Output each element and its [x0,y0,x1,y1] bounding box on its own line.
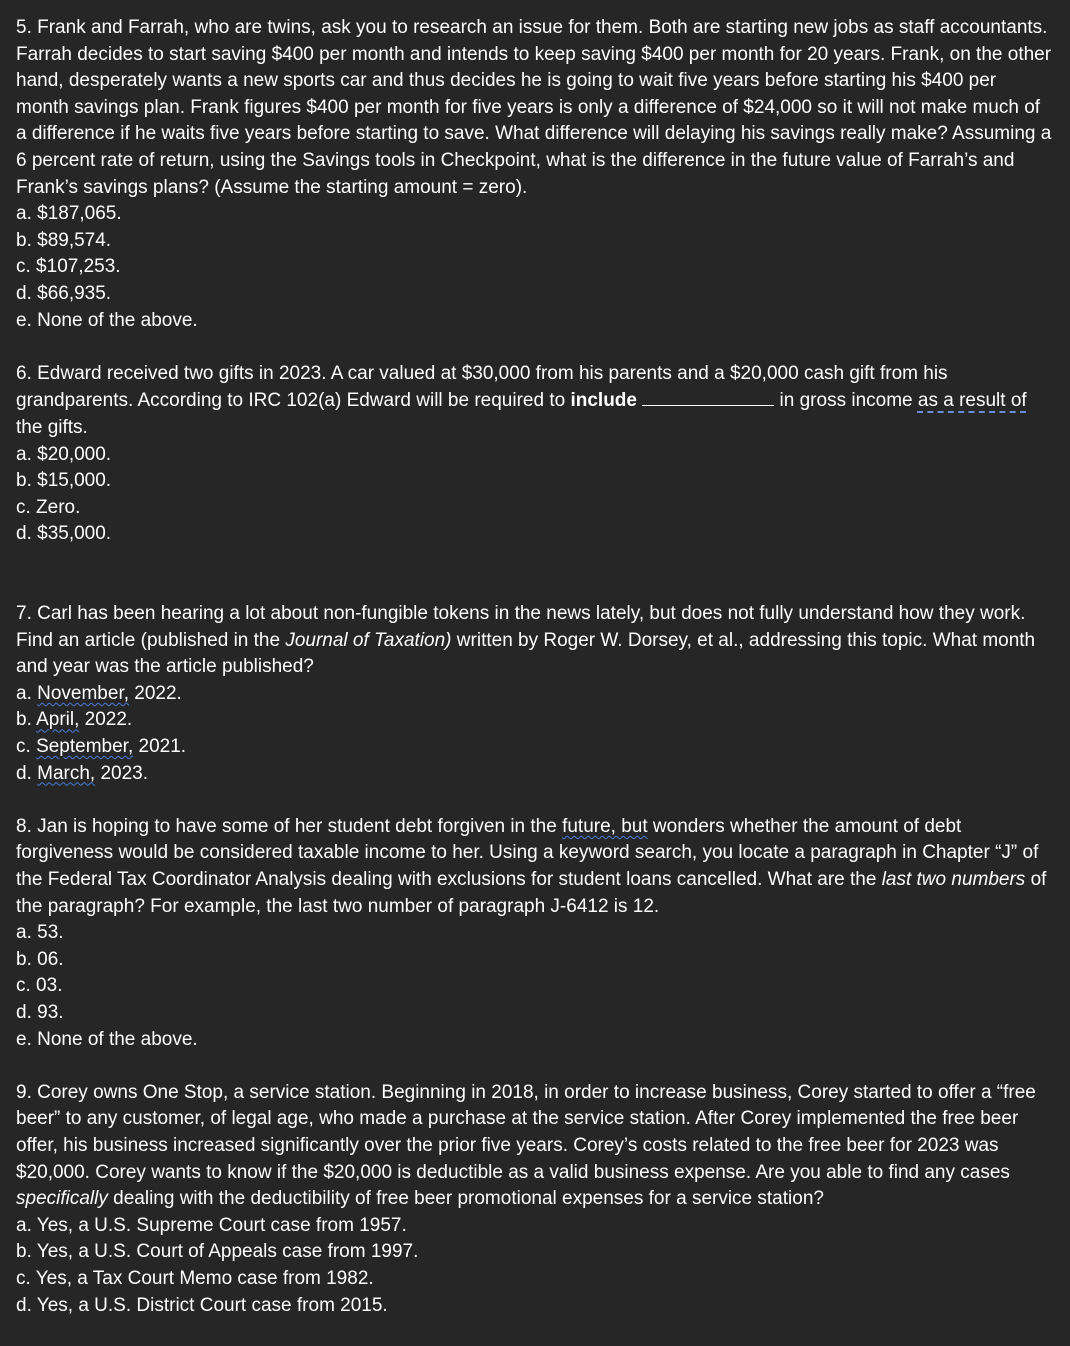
spacer [16,787,1054,814]
question-8-stem [16,814,1054,920]
question-5 [16,15,1054,334]
question-6-option-d: d. $35,000. [16,523,112,545]
answer-blank [642,387,774,406]
question-9 [16,1080,1054,1319]
question-9-option-b: b. Yes, a U.S. Court of Appeals case from 1997. [16,1241,419,1263]
question-8-stem-text-1: 8. Jan is hoping to have some of her student debt forgiven in the [16,815,563,837]
question-7 [16,601,1054,787]
question-8-options [16,920,1054,1053]
question-6-options [16,442,1054,548]
question-5-option-a: a. $187,065. [16,203,122,225]
question-5-options [16,201,1054,334]
question-8-stem-text-2: wonders whether the amount of debt forgiveness would be considered taxable income to her. Using a keyword search, you locate a paragraph in Chapter “J” of the Federal Tax Coordinator Analysis dealing with exclusions for student loans cancelled. What are the [16,815,1039,890]
question-6-stem-text-3: the gifts. [16,416,88,438]
question-9-stem-text-2: dealing with the deductibility of free beer promotional expenses for a service station? [107,1188,824,1210]
option-prefix: a. [16,682,38,704]
question-6-stem [16,361,1054,442]
spacer [16,548,1054,575]
question-8-stem-italic: last two numbers [881,869,1026,890]
option-year: 2022. [129,682,182,704]
question-8-option-d: d. 93. [16,1001,64,1023]
question-6-option-b: b. $15,000. [16,470,112,492]
spacer [16,334,1054,361]
question-8-stem-text-3: of the paragraph? For example, the last two number of paragraph J-6412 is 12. [16,869,1047,917]
question-9-option-c: c. Yes, a Tax Court Memo case from 1982. [16,1267,374,1289]
question-7-stem-text-1: 7. Carl has been hearing a lot about non-fungible tokens in the news lately, but does not fully understand how they work. Find an article (published in the [16,603,1026,651]
question-9-stem-text-1: 9. Corey owns One Stop, a service station. Beginning in 2018, in order to increase business, Corey started to offer a “free beer” to any customer, of legal age, who made a purchase at the service station. After Corey implemented the free beer offer, his business increased significantly over the prior five years. Corey’s costs related to the free beer for 2023 was $20,000. Corey wants to know if the $20,000 is deductible as a valid business expense. Are you able to find any cases [16,1081,1036,1183]
question-6-stem-text-2: in gross income [774,390,918,412]
option-year: 2022. [79,709,133,731]
question-9-stem [16,1080,1054,1213]
question-5-option-e: e. None of the above. [16,309,198,331]
question-5-option-b: b. $89,574. [16,229,112,251]
option-month: March, [37,762,96,784]
question-8-option-e: e. None of the above. [16,1028,198,1050]
question-5-option-d: d. $66,935. [16,282,112,304]
question-6 [16,361,1054,548]
question-8-option-c: c. 03. [16,975,63,997]
option-prefix: b. [16,709,37,731]
question-7-stem-text-2: written by Roger W. Dorsey, et al., addressing this topic. What month and year was the article published? [16,629,1036,678]
question-6-stem-grammar-mark: as a result of [917,390,1027,412]
question-7-option-d [16,761,1054,788]
question-5-stem: 5. Frank and Farrah, who are twins, ask you to research an issue for them. Both are starting new jobs as staff accountants. Farrah decides to start saving $400 per month and intends to keep saving $400 per month for 20 years. Frank, on the other hand, desperately wants a new sports car and thus decides he is going to wait five years before starting his $400 per month savings plan. Frank figures $400 per month for five years is only a difference of $24,000 so it will not make much of a difference if he waits five years before starting to save. What difference will delaying his savings really make? Assuming a 6 percent rate of return, using the Savings tools in Checkpoint, what is the difference in the future value of Farrah’s and Frank’s savings plans? (Assume the starting amount = zero). [16,17,1052,198]
option-prefix: c. [16,736,37,758]
question-7-options [16,681,1054,787]
question-6-stem-bold: include [570,390,637,412]
question-8-option-b: b. 06. [16,948,64,970]
option-month: September, [36,736,134,758]
question-6-stem-text-1: 6. Edward received two gifts in 2023. A car valued at $30,000 from his parents and a $20,000 cash gift from his grandparents. According to IRC 102(a) Edward will be required to [16,362,948,412]
question-7-stem [16,601,1054,681]
option-month: April, [36,709,80,731]
question-8-option-a: a. 53. [16,922,64,944]
question-5-option-c: c. $107,253. [16,256,121,278]
question-9-option-d: d. Yes, a U.S. District Court case from 2015. [16,1294,388,1316]
question-7-option-b [16,707,1054,734]
option-prefix: d. [16,762,38,784]
question-7-option-c [16,734,1054,761]
question-6-option-c: c. Zero. [16,496,81,518]
option-year: 2023. [95,762,149,784]
question-8-stem-grammar-mark: future, but [562,815,648,837]
spacer [16,1053,1054,1080]
question-7-stem-italic: Journal of Taxation) [285,629,452,651]
question-6-option-a: a. $20,000. [16,443,112,465]
question-9-options [16,1213,1054,1319]
option-month: November, [37,682,129,704]
question-8 [16,814,1054,1053]
question-7-option-a [16,681,1054,708]
spacer [16,574,1054,601]
question-9-stem-italic: specifically [16,1188,108,1210]
option-year: 2021. [133,736,187,758]
question-9-option-a: a. Yes, a U.S. Supreme Court case from 1957. [16,1214,407,1236]
